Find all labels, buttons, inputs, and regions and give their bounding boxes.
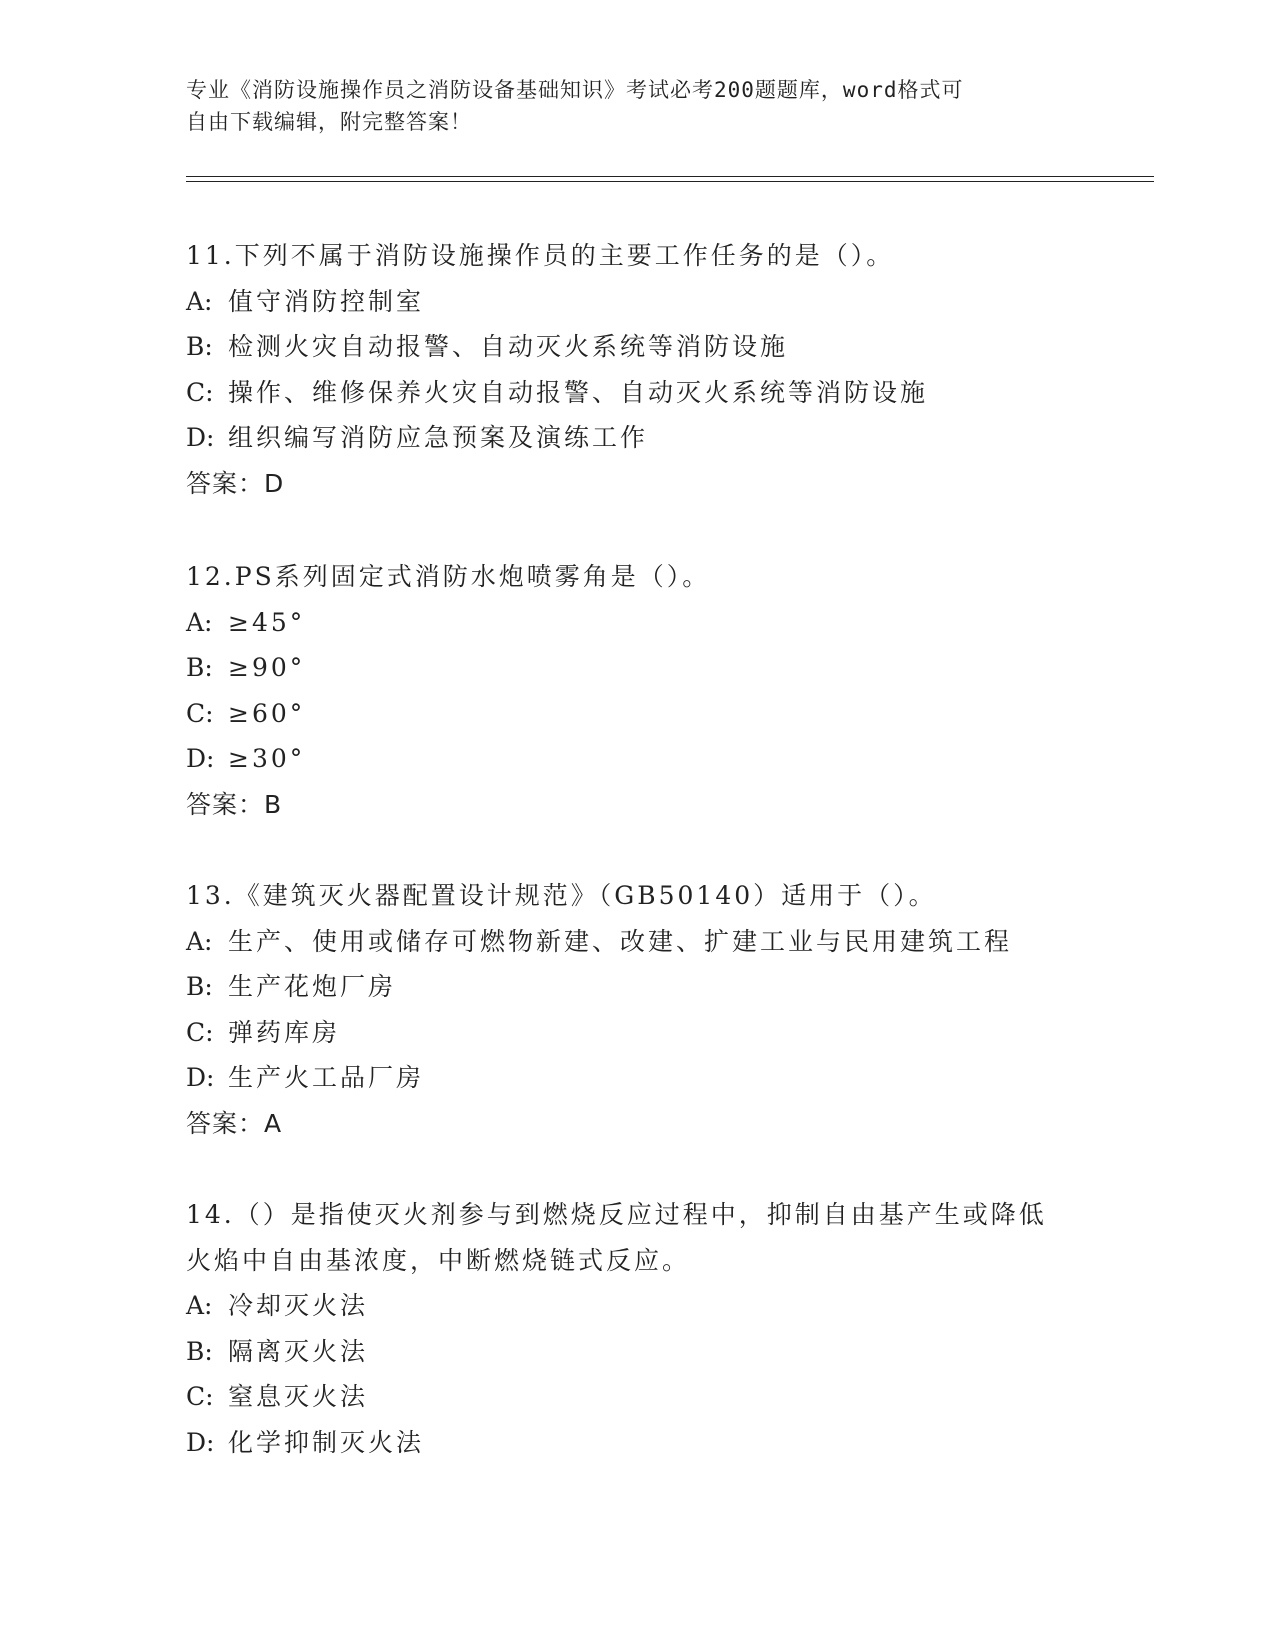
option-a <box>186 919 1086 965</box>
option-letter: A: <box>186 607 213 637</box>
answer-line: 答案：A <box>186 1108 283 1138</box>
option-text: 操作、维修保养火灾自动报警、自动灭火系统等消防设施 <box>228 377 929 407</box>
answer-line: 答案：B <box>186 789 283 819</box>
document-header <box>186 74 1086 138</box>
option-letter: C: <box>186 377 214 407</box>
option-b <box>186 964 1086 1010</box>
option-b <box>186 324 1086 370</box>
option-d <box>186 1420 1086 1466</box>
option-text: 隔离灭火法 <box>228 1336 369 1366</box>
option-d <box>186 736 1086 782</box>
option-letter: B: <box>186 1336 213 1366</box>
option-a <box>186 1283 1086 1329</box>
option-b <box>186 645 1086 691</box>
option-c <box>186 691 1086 737</box>
option-letter: A: <box>186 1291 213 1320</box>
question-14 <box>186 1192 1086 1465</box>
question-stem: 14.（）是指使灭火剂参与到燃烧反应过程中，抑制自由基产生或降低火焰中自由基浓度，中断燃烧链式反应。 <box>186 1200 1047 1275</box>
question-12 <box>186 554 1086 827</box>
option-letter: D: <box>186 1063 215 1092</box>
option-letter: D: <box>186 423 215 452</box>
option-text: 检测火灾自动报警、自动灭火系统等消防设施 <box>228 332 789 361</box>
option-a <box>186 600 1086 646</box>
option-letter: D: <box>186 1427 215 1457</box>
option-letter: C: <box>186 1017 214 1047</box>
option-text: ≥30° <box>228 744 306 773</box>
option-letter: A: <box>186 286 213 316</box>
question-11 <box>186 233 1086 506</box>
question-13 <box>186 873 1086 1146</box>
option-letter: A: <box>186 926 213 956</box>
option-letter: B: <box>186 972 213 1001</box>
option-text: 值守消防控制室 <box>228 286 425 316</box>
option-letter: C: <box>186 698 214 728</box>
option-b <box>186 1329 1086 1375</box>
option-text: 化学抑制灭火法 <box>228 1427 425 1457</box>
header-line-2: 自由下载编辑，附完整答案！ <box>186 110 472 134</box>
option-text: 弹药库房 <box>228 1017 341 1047</box>
header-line-1: 专业《消防设施操作员之消防设备基础知识》考试必考200题题库，word格式可 <box>186 78 964 102</box>
option-text: 生产火工品厂房 <box>228 1063 425 1092</box>
option-d <box>186 415 1086 461</box>
question-stem: 11.下列不属于消防设施操作员的主要工作任务的是（）。 <box>186 241 895 270</box>
header-divider-top <box>186 176 1154 177</box>
option-c <box>186 1374 1086 1420</box>
option-text: 组织编写消防应急预案及演练工作 <box>228 423 649 452</box>
option-letter: B: <box>186 653 213 682</box>
option-letter: D: <box>186 744 215 773</box>
option-text: 冷却灭火法 <box>228 1291 369 1320</box>
option-text: 生产花炮厂房 <box>228 972 397 1001</box>
option-c <box>186 370 1086 416</box>
option-text: 窒息灭火法 <box>228 1382 369 1411</box>
option-text: ≥60° <box>228 698 306 728</box>
option-letter: B: <box>186 332 213 361</box>
option-d <box>186 1055 1086 1101</box>
option-text: ≥45° <box>228 607 306 637</box>
option-text: ≥90° <box>228 653 306 682</box>
question-stem: 12.PS系列固定式消防水炮喷雾角是（）。 <box>186 562 711 591</box>
answer-line: 答案：D <box>186 468 285 498</box>
header-divider-bottom <box>186 181 1154 182</box>
question-stem: 13.《建筑灭火器配置设计规范》（GB50140）适用于（）。 <box>186 881 937 910</box>
option-c <box>186 1010 1086 1056</box>
option-a <box>186 279 1086 325</box>
option-text: 生产、使用或储存可燃物新建、改建、扩建工业与民用建筑工程 <box>228 926 1013 956</box>
option-letter: C: <box>186 1382 214 1411</box>
